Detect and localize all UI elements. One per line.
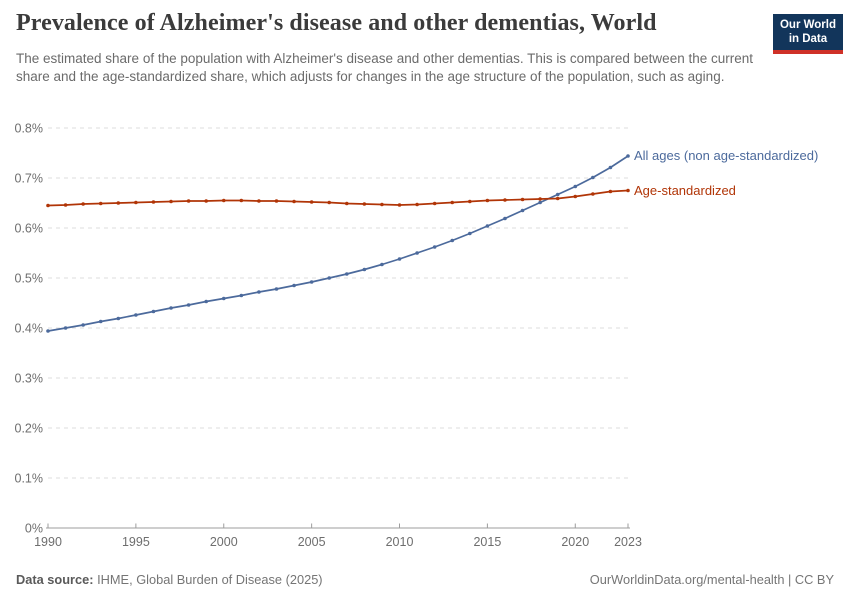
svg-text:0.1%: 0.1% xyxy=(14,471,43,486)
series-points-1 xyxy=(46,189,630,208)
svg-text:0.7%: 0.7% xyxy=(14,171,43,186)
svg-text:0.6%: 0.6% xyxy=(14,221,43,236)
svg-text:0%: 0% xyxy=(24,521,43,536)
y-axis-tick-labels xyxy=(15,122,44,536)
svg-text:2000: 2000 xyxy=(209,535,238,549)
data-source-text: IHME, Global Burden of Disease (2025) xyxy=(97,572,323,587)
svg-text:0.3%: 0.3% xyxy=(14,371,43,386)
data-source-label: Data source: xyxy=(16,572,94,587)
svg-text:2020: 2020 xyxy=(561,535,590,549)
x-axis xyxy=(34,524,642,550)
svg-text:0.5%: 0.5% xyxy=(14,271,43,286)
owid-logo-line2: in Data xyxy=(788,33,828,46)
credit-link[interactable]: OurWorldinData.org/mental-health | CC BY xyxy=(589,572,834,587)
svg-text:1995: 1995 xyxy=(121,535,150,549)
owid-logo-line1: Our World xyxy=(779,19,836,31)
svg-text:0.4%: 0.4% xyxy=(14,321,43,336)
y-gridlines xyxy=(48,128,630,478)
chart-subtitle: The estimated share of the population with Alzheimer's disease and other dementias. This is compared between the current share and the age-standardized share, which adjusts for changes in the age structure of the population, such as aging. xyxy=(16,51,753,85)
series-label-age-standardized: Age-standardized xyxy=(634,182,736,198)
series-points-0 xyxy=(46,154,630,333)
svg-text:0.8%: 0.8% xyxy=(14,121,43,136)
series-line-0 xyxy=(48,156,628,331)
svg-text:1990: 1990 xyxy=(34,535,62,549)
svg-text:2010: 2010 xyxy=(385,535,414,549)
svg-text:2015: 2015 xyxy=(473,535,502,549)
svg-text:2023: 2023 xyxy=(614,535,642,549)
svg-text:2005: 2005 xyxy=(297,535,326,549)
data-source xyxy=(16,572,323,587)
series-label-all-ages: All ages (non age-standardized) xyxy=(634,148,819,163)
svg-text:0.2%: 0.2% xyxy=(14,421,43,436)
page-title: Prevalence of Alzheimer's disease and other dementias, World xyxy=(16,10,657,36)
